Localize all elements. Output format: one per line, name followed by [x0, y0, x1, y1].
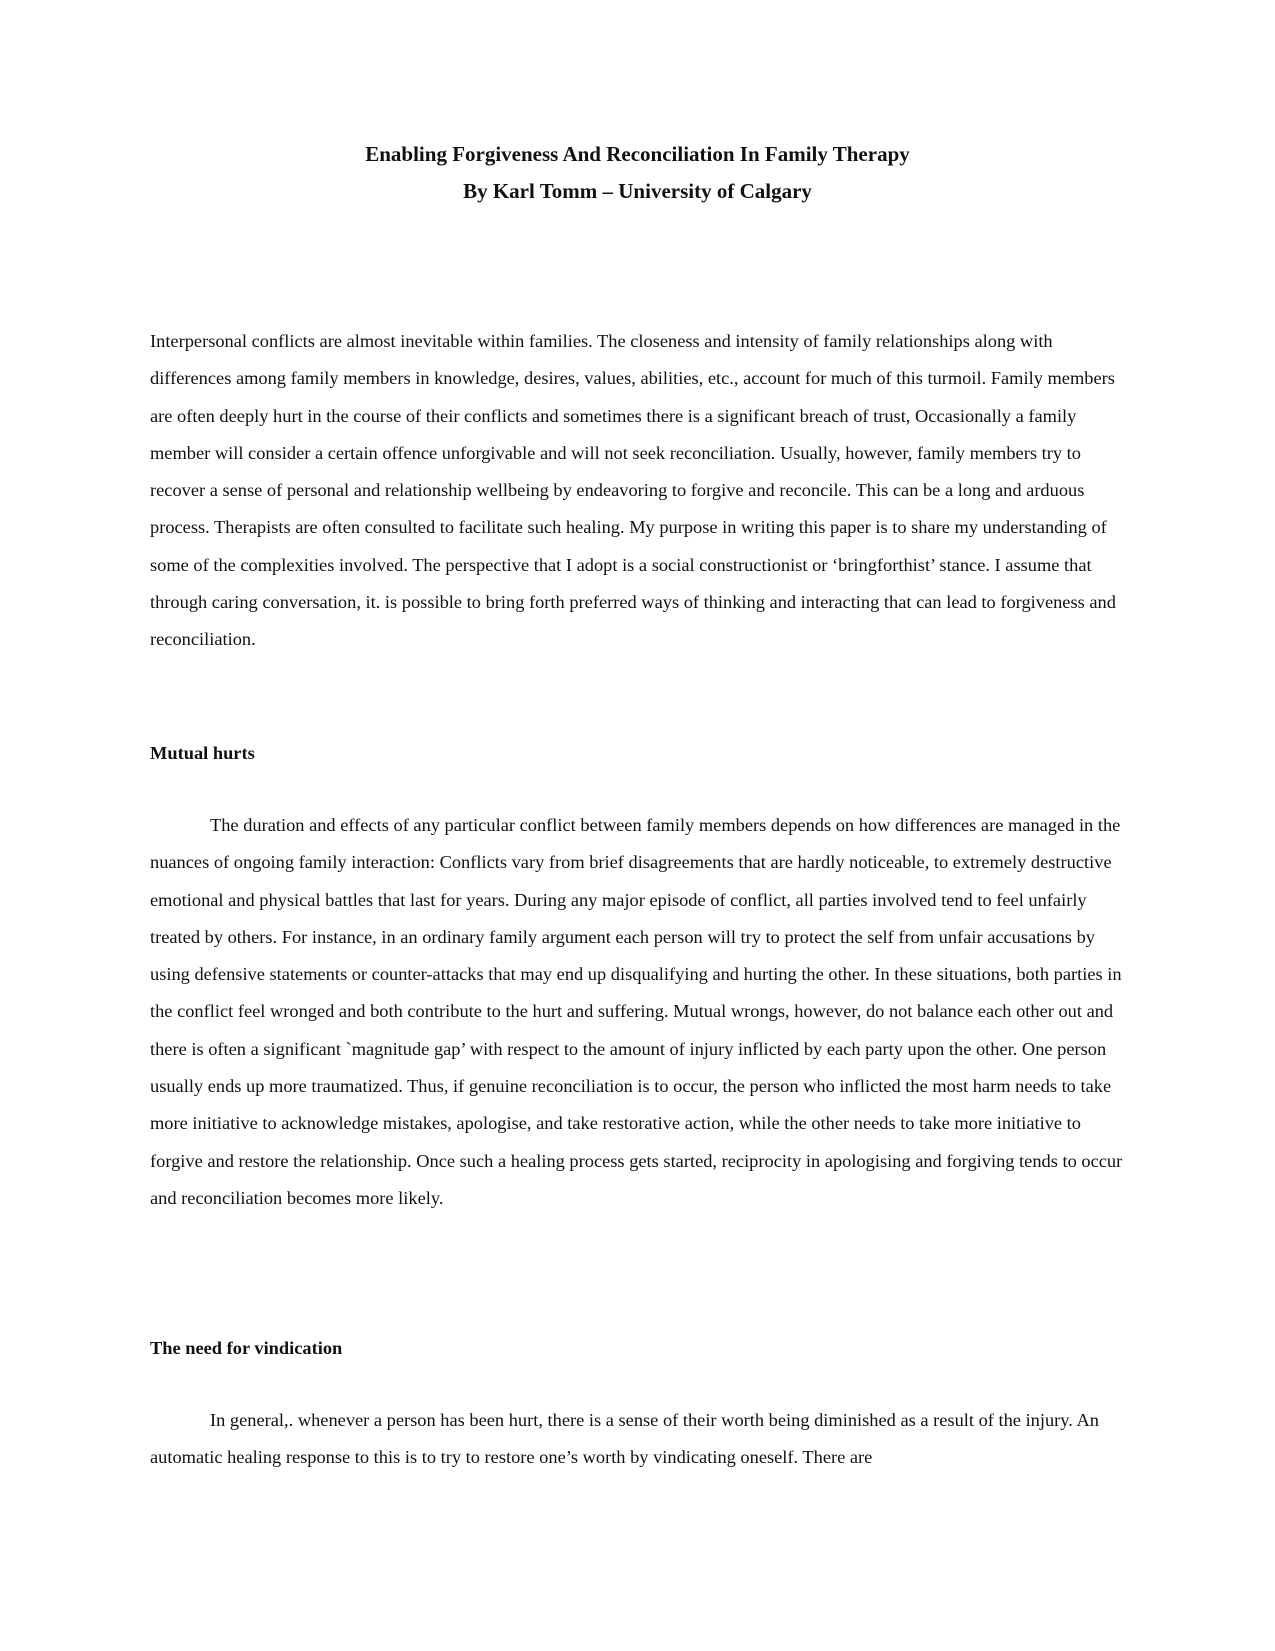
intro-paragraph: Interpersonal conflicts are almost inevitable within families. The closeness and intensity of family relationships along with differences among family members in knowledge, desires, values, abilities, etc., account for much of this turmoil. Family members are often deeply hurt in the course of their conflicts and sometimes there is a significant breach of trust, Occasionally a family member will consider a certain offence unforgivable and will not seek reconciliation. Usually, however, family members try to recover a sense of personal and relationship wellbeing by endeavoring to forgive and reconcile. This can be a long and arduous process. Therapists are often consulted to facilitate such healing. My purpose in writing this paper is to share my understanding of some of the complexities involved. The perspective that I adopt is a social constructionist or ‘bringforthist’ stance. I assume that through caring conversation, it. is possible to bring forth preferred ways of thinking and interacting that can lead to forgiveness and reconciliation.: [150, 331, 1116, 650]
document-title: Enabling Forgiveness And Reconciliation In Family Therapy: [365, 142, 910, 166]
document-title-block: [150, 136, 1125, 210]
section-heading-mutual-hurts: Mutual hurts: [150, 743, 255, 763]
section-paragraph-mutual-hurts: The duration and effects of any particular conflict between family members depends on how differences are managed in the nuances of ongoing family interaction: Conflicts vary from brief disagreements that are hardly noticeable, to extremely destructive emotional and physical battles that last for years. During any major episode of conflict, all parties involved tend to feel unfairly treated by others. For instance, in an ordinary family argument each person will try to protect the self from unfair accusations by using defensive statements or counter-attacks that may end up disqualifying and hurting the other. In these situations, both parties in the conflict feel wronged and both contribute to the hurt and suffering. Mutual wrongs, however, do not balance each other out and there is often a significant `magnitude gap’ with respect to the amount of injury inflicted by each party upon the other. One person usually ends up more traumatized. Thus, if genuine reconciliation is to occur, the person who inflicted the most harm needs to take more initiative to acknowledge mistakes, apologise, and take restorative action, while the other needs to take more initiative to forgive and restore the relationship. Once such a healing process gets started, reciprocity in apologising and forgiving tends to occur and reconciliation becomes more likely.: [150, 815, 1123, 1208]
section-heading-need-for-vindication: The need for vindication: [150, 1338, 343, 1358]
document-byline: By Karl Tomm – University of Calgary: [463, 179, 812, 203]
section-paragraph-need-for-vindication: In general,. whenever a person has been hurt, there is a sense of their worth being diminished as a result of the injury. An automatic healing response to this is to try to restore one’s worth by vindicating oneself. There are: [150, 1410, 1099, 1468]
